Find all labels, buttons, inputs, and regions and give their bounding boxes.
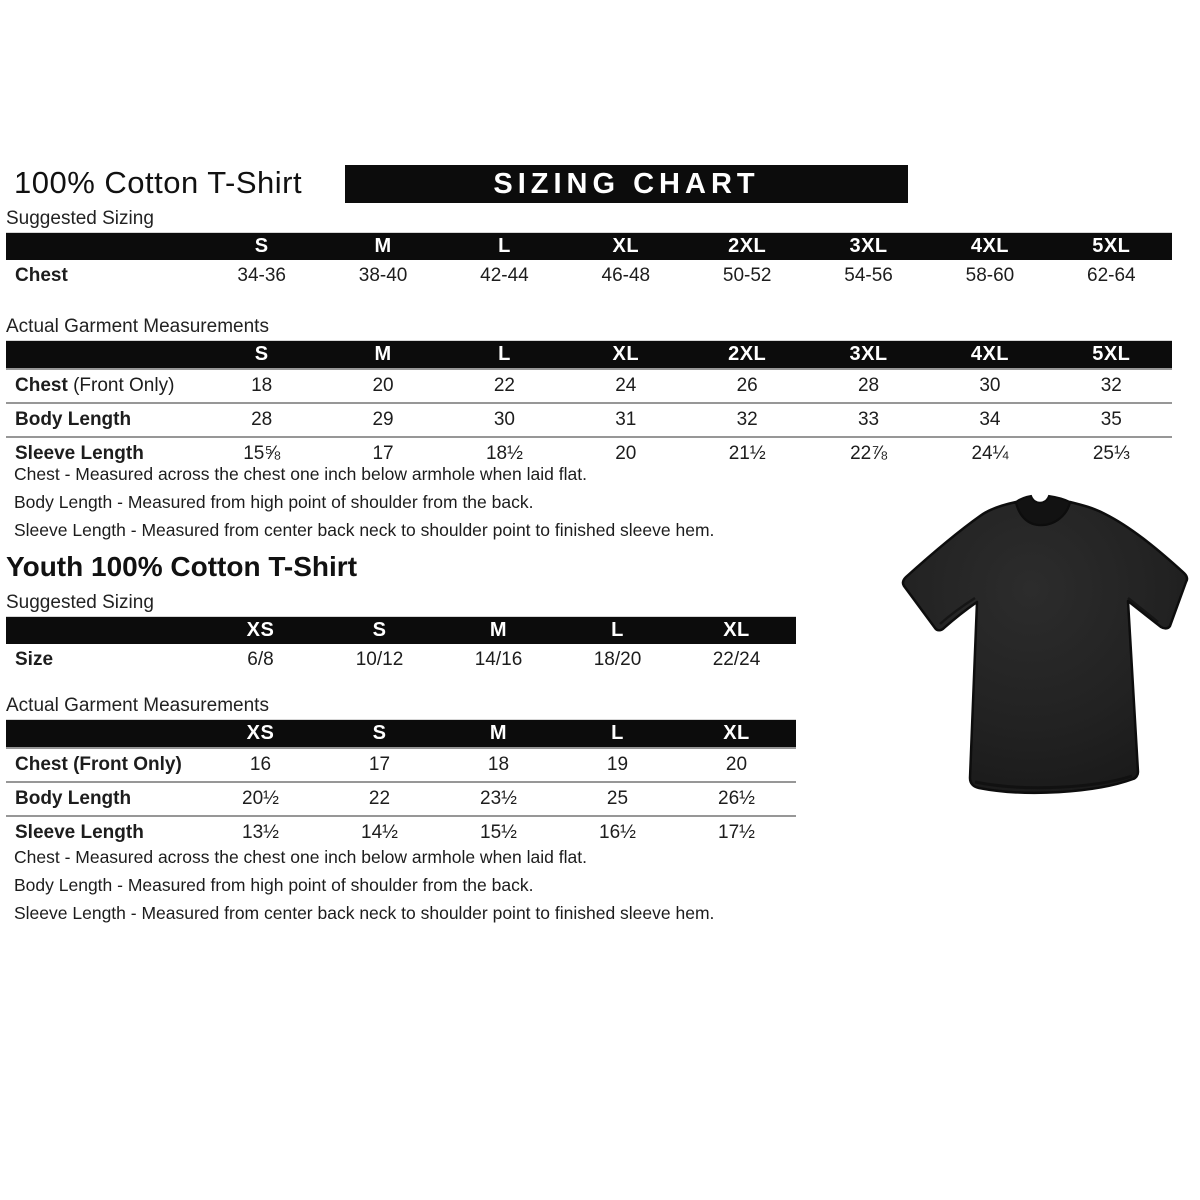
column-header: 5XL — [1051, 341, 1172, 370]
column-header: L — [444, 233, 565, 261]
cell: 31 — [565, 403, 686, 437]
column-header: M — [439, 617, 558, 645]
sizing-chart-banner-label: SIZING CHART — [493, 167, 760, 200]
cell: 28 — [201, 403, 322, 437]
table-row — [6, 369, 1172, 403]
row-label-suffix: (Front Only) — [67, 375, 175, 396]
cell: 30 — [444, 403, 565, 437]
row-label-text: Chest — [15, 265, 68, 286]
cell: 13½ — [201, 816, 320, 849]
row-label-text: Sleeve Length — [15, 822, 144, 843]
cell: 33 — [808, 403, 929, 437]
table-header-row — [6, 617, 796, 645]
column-header: XL — [565, 341, 686, 370]
cell: 34-36 — [237, 265, 286, 286]
note-line: Chest - Measured across the chest one inch below armhole when laid flat. — [14, 464, 587, 484]
cell: 35 — [1051, 403, 1172, 437]
table-header-row — [6, 720, 796, 749]
cell: 16 — [201, 748, 320, 782]
cell: 24¼ — [929, 437, 1050, 470]
column-header: 5XL — [1051, 233, 1172, 261]
cell: 26 — [687, 369, 808, 403]
note-line: Body Length - Measured from high point of shoulder from the back. — [14, 492, 534, 512]
cell: 29 — [322, 403, 443, 437]
table-row — [6, 782, 796, 816]
column-header: XL — [677, 617, 796, 645]
cell: 25⅓ — [1051, 437, 1172, 470]
adult-actual-measurements-label: Actual Garment Measurements — [6, 316, 269, 337]
row-label-text: Sleeve Length — [15, 443, 144, 464]
note-line: Sleeve Length - Measured from center back neck to shoulder point to finished sleeve hem. — [14, 903, 715, 923]
youth-section-title: Youth 100% Cotton T-Shirt — [6, 551, 358, 582]
cell: 23½ — [439, 782, 558, 816]
cell: 20 — [677, 748, 796, 782]
adult-suggested-sizing-label: Suggested Sizing — [6, 208, 154, 229]
table-header-row — [6, 233, 1172, 261]
cell: 28 — [808, 369, 929, 403]
cell: 30 — [929, 369, 1050, 403]
cell: 32 — [1051, 369, 1172, 403]
cell: 42-44 — [480, 265, 529, 286]
row-label — [6, 782, 201, 816]
youth-suggested-sizing-table — [6, 616, 796, 676]
cell: 14½ — [320, 816, 439, 849]
t-shirt-image — [890, 488, 1190, 808]
row-label — [6, 369, 201, 403]
column-header: M — [439, 720, 558, 749]
cell: 14/16 — [474, 649, 523, 670]
row-label — [6, 644, 201, 676]
column-header: L — [558, 720, 677, 749]
column-header: 3XL — [808, 233, 929, 261]
cell: 38-40 — [358, 265, 408, 286]
cell: 10/12 — [355, 649, 404, 670]
column-header: XL — [565, 233, 686, 261]
row-label-text: Body Length — [15, 409, 132, 430]
sizing-chart-banner — [345, 165, 908, 203]
youth-actual-measurements-table — [6, 719, 796, 849]
page-header — [14, 165, 908, 203]
column-header: XS — [201, 720, 320, 749]
column-header: S — [320, 720, 439, 749]
cell: 20 — [565, 437, 686, 470]
column-header: S — [320, 617, 439, 645]
column-header: S — [201, 233, 322, 261]
table-row — [6, 644, 796, 676]
adult-actual-measurements-table — [6, 340, 1172, 470]
row-label — [6, 403, 201, 437]
column-header: 2XL — [687, 233, 808, 261]
cell: 18 — [201, 369, 322, 403]
column-header: XL — [677, 720, 796, 749]
cell: 19 — [558, 748, 677, 782]
cell: 17 — [322, 437, 443, 470]
black-t-shirt-icon — [890, 488, 1190, 808]
cell: 58-60 — [965, 265, 1015, 286]
row-label-text: Chest — [15, 375, 68, 396]
row-label-text: Size — [15, 649, 54, 670]
column-header: 4XL — [929, 341, 1050, 370]
cell: 62-64 — [1087, 265, 1136, 286]
cell: 54-56 — [844, 265, 893, 286]
column-header: L — [558, 617, 677, 645]
column-header: S — [201, 341, 322, 370]
cell: 22⅞ — [808, 437, 929, 470]
column-header: 2XL — [687, 341, 808, 370]
cell: 24 — [565, 369, 686, 403]
page-title: 100% Cotton T-Shirt — [14, 165, 303, 200]
cell: 22 — [320, 782, 439, 816]
row-label-text: Body Length — [15, 788, 132, 809]
cell: 50-52 — [722, 265, 772, 286]
cell: 32 — [687, 403, 808, 437]
cell: 26½ — [677, 782, 796, 816]
note-line: Chest - Measured across the chest one inch below armhole when laid flat. — [14, 847, 587, 867]
column-header: XS — [201, 617, 320, 645]
row-label — [6, 260, 201, 292]
row-label-text: Chest (Front Only) — [15, 754, 182, 775]
column-header: M — [322, 341, 443, 370]
cell: 17½ — [677, 816, 796, 849]
column-header: L — [444, 341, 565, 370]
cell: 22/24 — [712, 649, 761, 670]
empty-header-cell — [6, 720, 201, 749]
adult-suggested-sizing-table — [6, 232, 1172, 292]
youth-measurement-notes — [14, 844, 714, 928]
empty-header-cell — [6, 617, 201, 645]
table-row — [6, 748, 796, 782]
cell: 15½ — [439, 816, 558, 849]
cell: 20 — [322, 369, 443, 403]
note-line: Body Length - Measured from high point of shoulder from the back. — [14, 875, 534, 895]
cell: 22 — [444, 369, 565, 403]
column-header: 4XL — [929, 233, 1050, 261]
cell: 46-48 — [601, 265, 651, 286]
cell: 34 — [929, 403, 1050, 437]
table-row — [6, 260, 1172, 292]
youth-suggested-sizing-label: Suggested Sizing — [6, 592, 154, 613]
cell: 21½ — [687, 437, 808, 470]
empty-header-cell — [6, 233, 201, 261]
cell: 18/20 — [593, 649, 642, 670]
cell: 18 — [439, 748, 558, 782]
empty-header-cell — [6, 341, 201, 370]
column-header: 3XL — [808, 341, 929, 370]
row-label — [6, 748, 201, 782]
cell: 25 — [558, 782, 677, 816]
column-header: M — [322, 233, 443, 261]
note-line: Sleeve Length - Measured from center back neck to shoulder point to finished sleeve hem. — [14, 520, 715, 540]
cell: 18½ — [444, 437, 565, 470]
table-row — [6, 403, 1172, 437]
cell: 6/8 — [247, 649, 274, 670]
adult-measurement-notes — [14, 461, 714, 545]
table-header-row — [6, 341, 1172, 370]
cell: 17 — [320, 748, 439, 782]
youth-actual-measurements-label: Actual Garment Measurements — [6, 695, 269, 716]
cell: 15⅝ — [201, 437, 322, 470]
cell: 16½ — [558, 816, 677, 849]
cell: 20½ — [201, 782, 320, 816]
